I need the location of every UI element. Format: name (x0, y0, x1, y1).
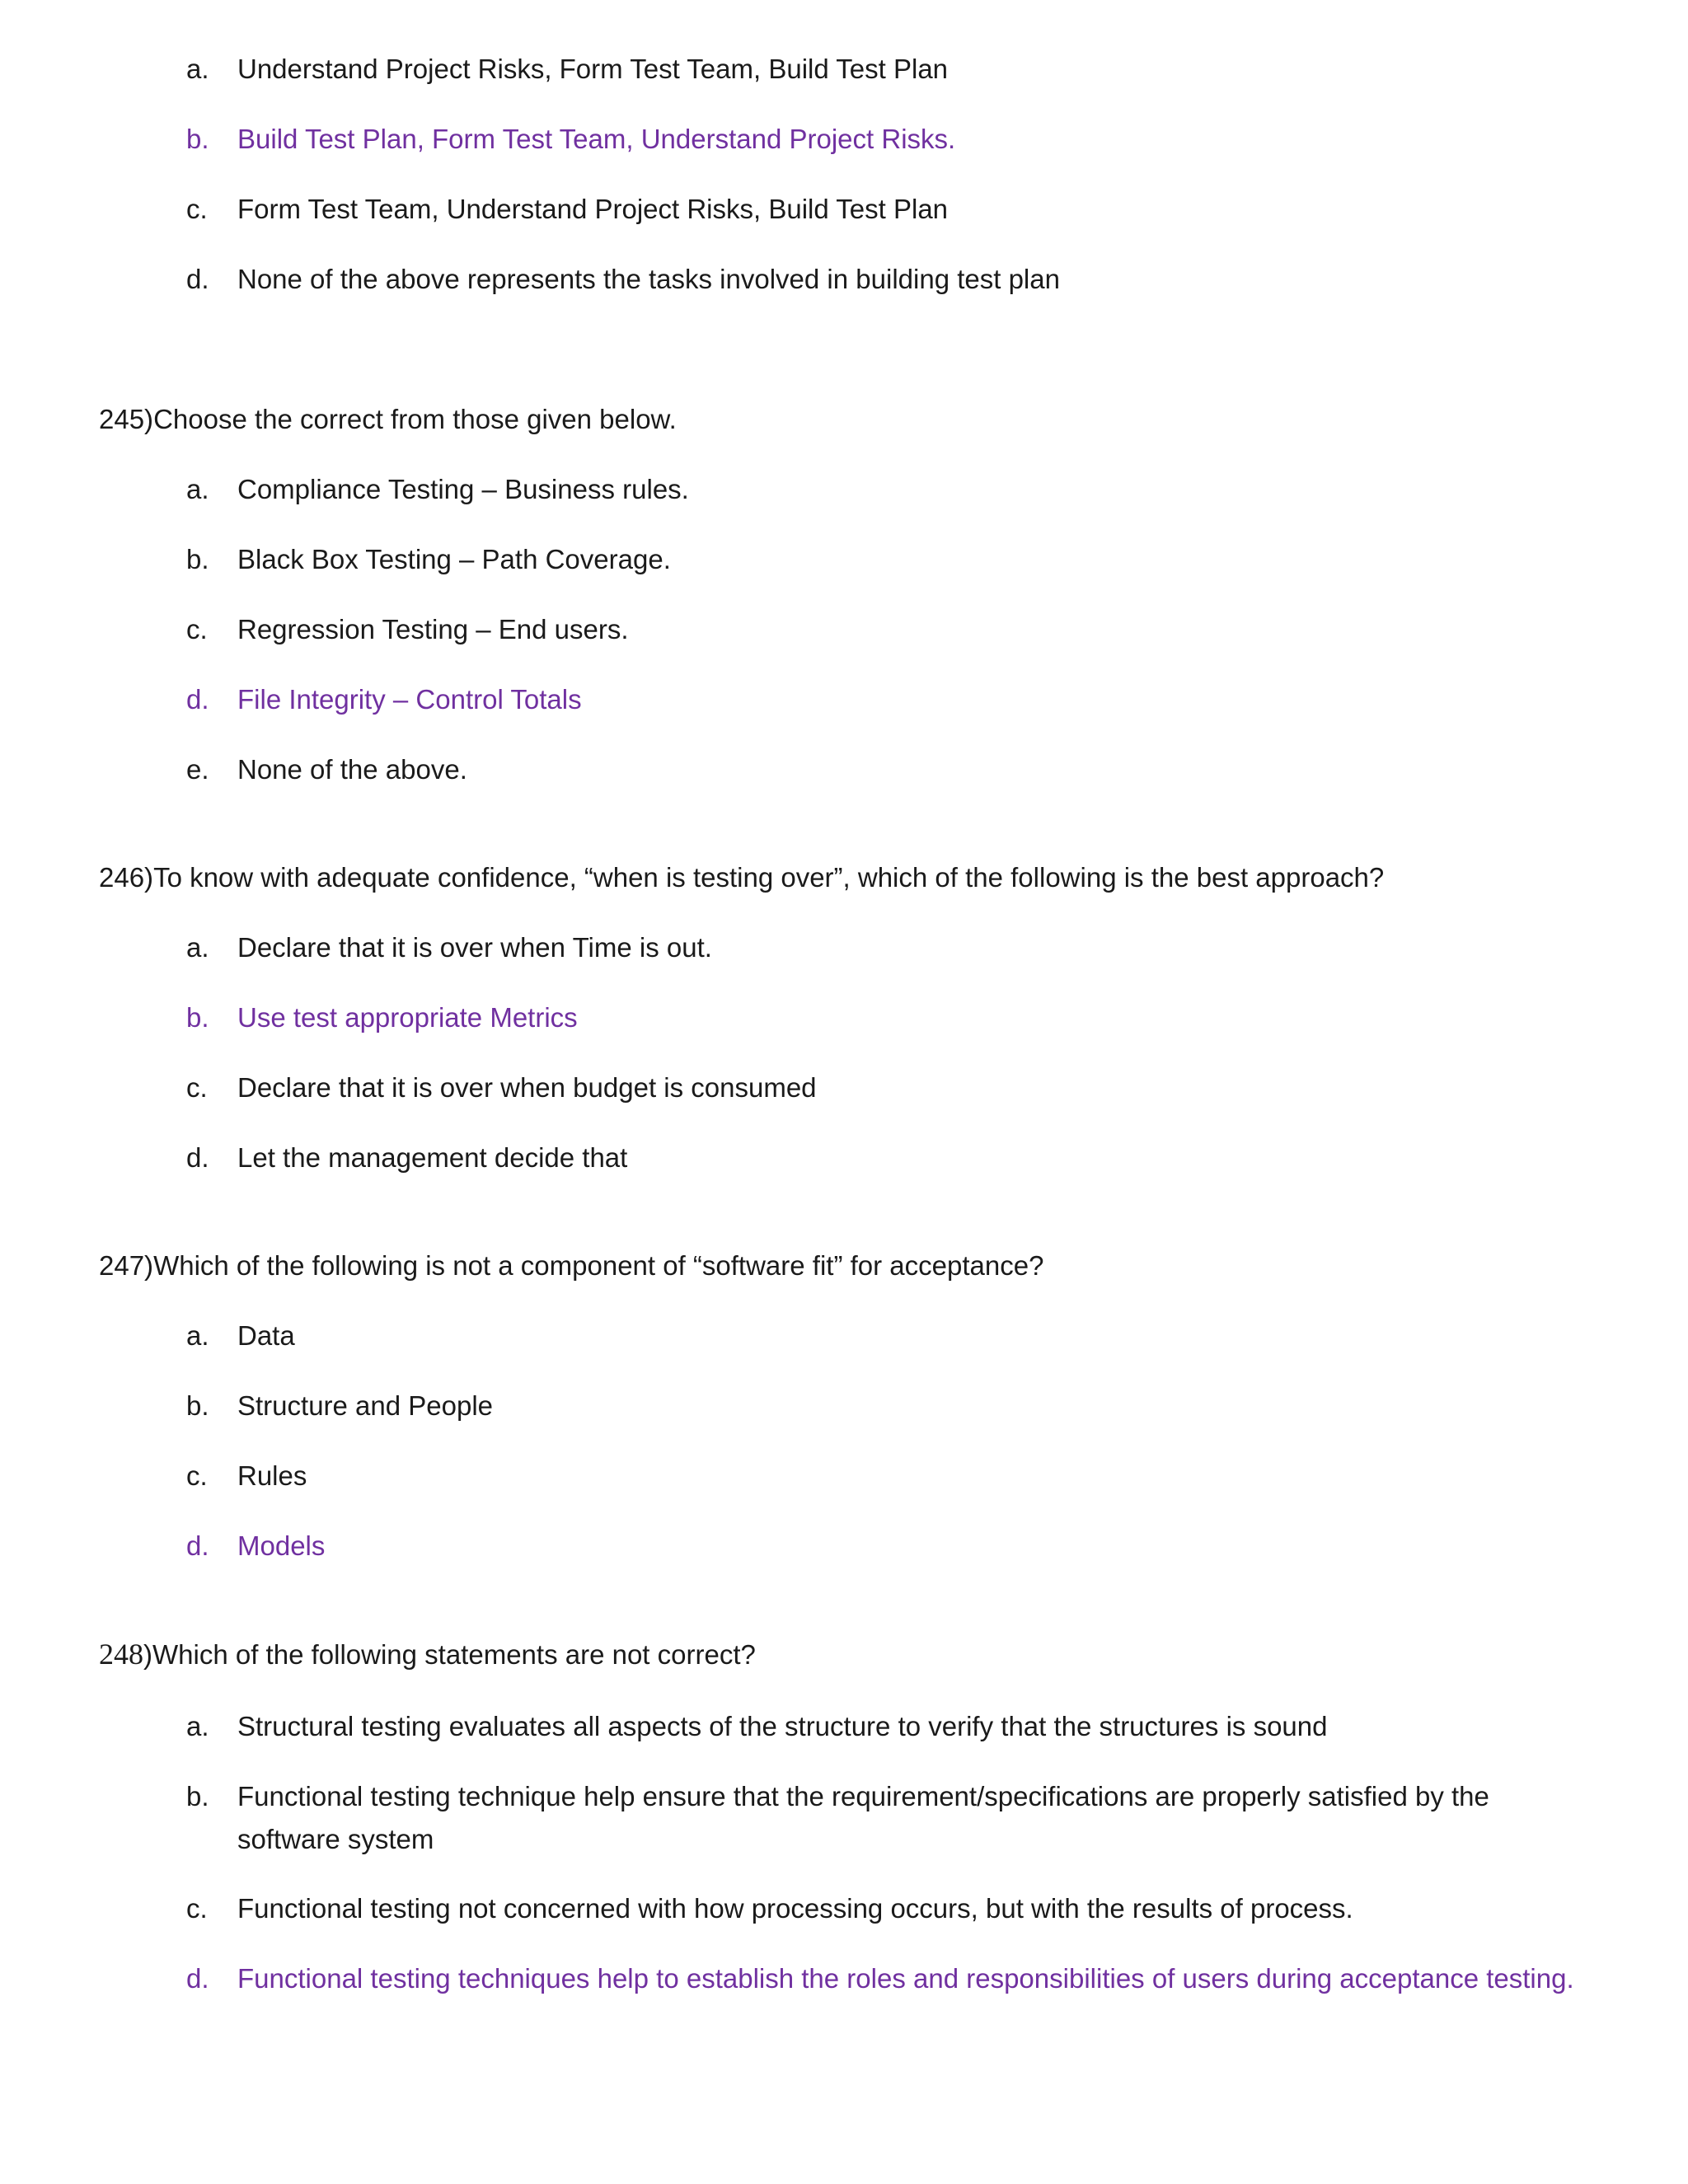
question-245: 245)Choose the correct from those given below. (99, 404, 677, 434)
q245-option-c: c. Regression Testing – End users. (186, 614, 629, 644)
q244-option-c: c. Form Test Team, Understand Project Risks, Build Test Plan (186, 194, 949, 224)
question-246: 246)To know with adequate confidence, “when is testing over”, which of the following is the best approach? (99, 862, 1385, 893)
q246-option-d: d. Let the management decide that (186, 1142, 628, 1173)
q245-option-a: a. Compliance Testing – Business rules. (186, 474, 689, 504)
question-247: 247)Which of the following is not a component of “software fit” for acceptance? (99, 1250, 1044, 1281)
q246-option-b-highlighted: b. Use test appropriate Metrics (186, 1002, 578, 1033)
q247-option-a: a. Data (186, 1320, 295, 1351)
q248-option-a: a. Structural testing evaluates all aspects of the structure to verify that the structures is sound (186, 1711, 1328, 1741)
q245-option-d-highlighted: d. File Integrity – Control Totals (186, 684, 582, 715)
q247-option-b: b. Structure and People (186, 1390, 494, 1421)
question-248: 248)Which of the following statements are not correct? (99, 1638, 756, 1671)
q244-option-b-highlighted: b. Build Test Plan, Form Test Team, Understand Project Risks. (186, 124, 956, 154)
q244-option-a: a. Understand Project Risks, Form Test Team, Build Test Plan (186, 54, 949, 84)
q246-option-c: c. Declare that it is over when budget is consumed (186, 1072, 817, 1103)
q248-option-b: b. Functional testing technique help ensure that the requirement/specifications are properly satisfied by the software system (186, 1781, 1489, 1854)
q247-option-d-highlighted: d. Models (186, 1530, 326, 1561)
q245-option-b: b. Black Box Testing – Path Coverage. (186, 544, 671, 574)
q247-option-c: c. Rules (186, 1460, 307, 1491)
q246-option-a: a. Declare that it is over when Time is out. (186, 932, 712, 963)
q245-option-e: e. None of the above. (186, 754, 467, 785)
q248-option-c: c. Functional testing not concerned with how processing occurs, but with the results of process. (186, 1893, 1353, 1924)
q244-option-d: d. None of the above represents the tasks involved in building test plan (186, 264, 1060, 294)
q248-option-d-highlighted: d. Functional testing techniques help to establish the roles and responsibilities of users during acceptance testing. (186, 1963, 1574, 1994)
